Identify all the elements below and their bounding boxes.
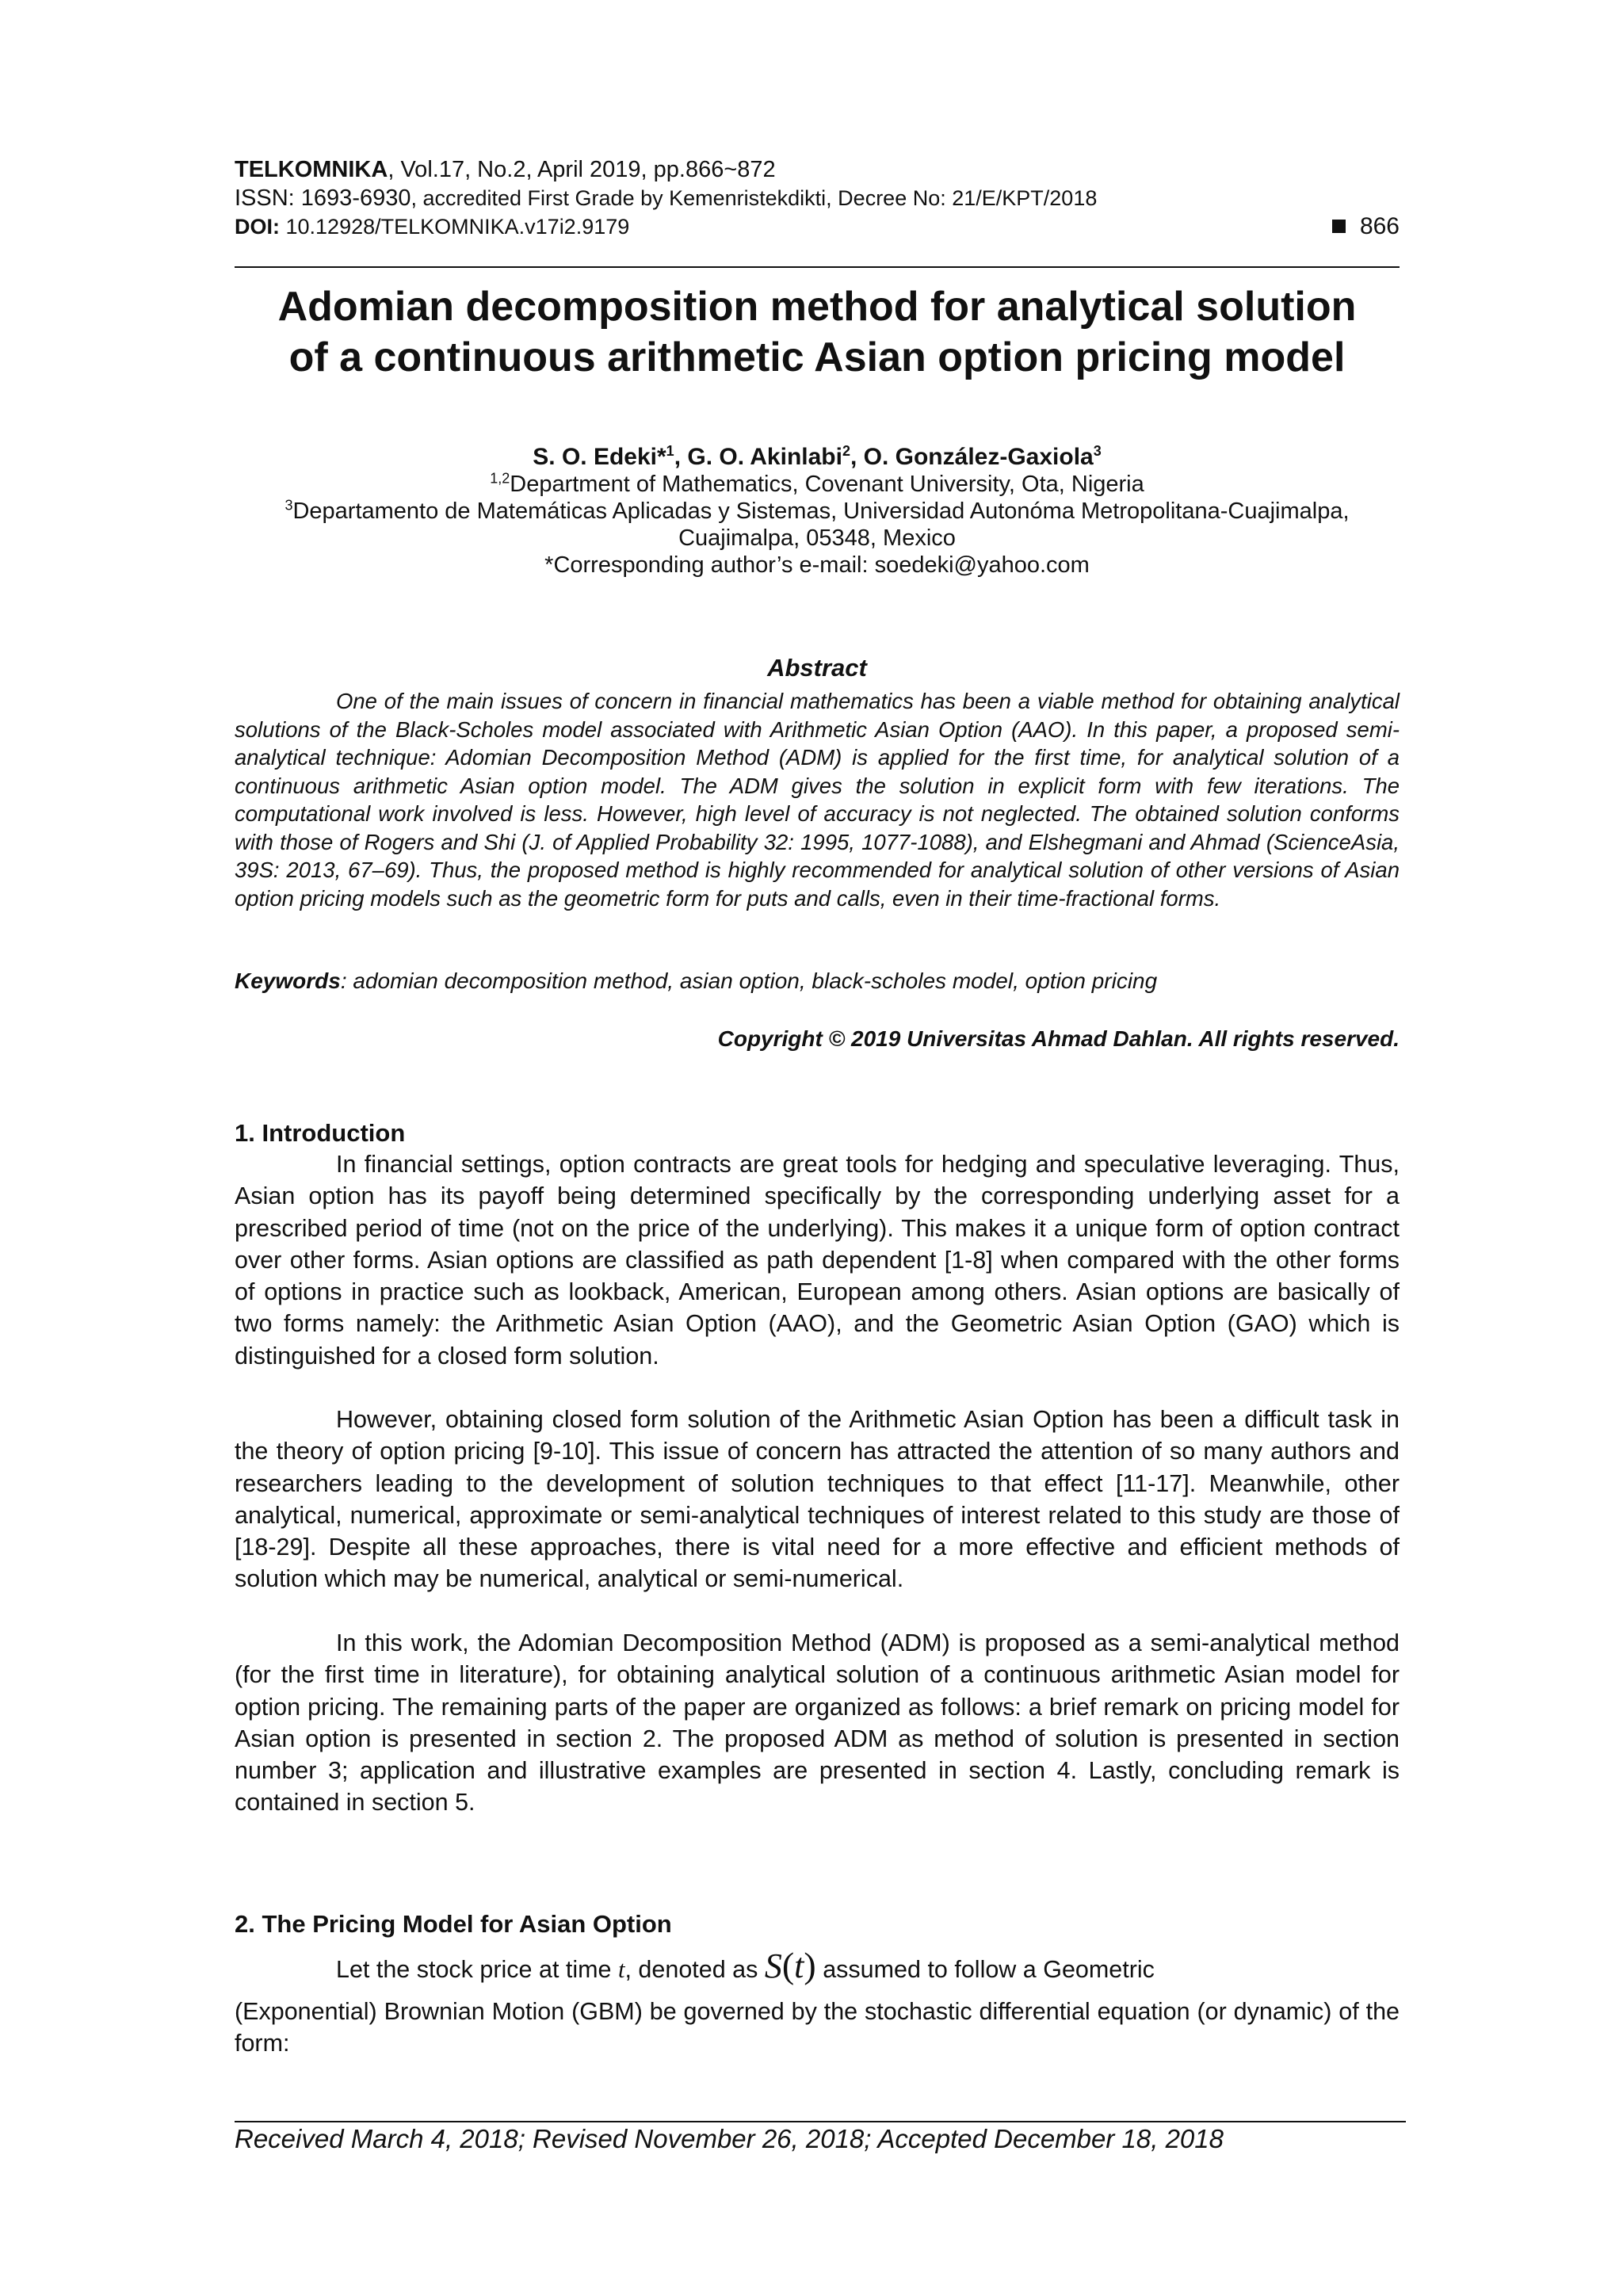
- section-1-paragraph-3: In this work, the Adomian Decomposition Method (ADM) is proposed as a semi-analytical method (for the first time in literature), for obtaining analytical solution of a continuous arithmetic Asian model for option pricing. The remaining parts of the paper are organized as follows: a brief remark on pricing model for Asian option is presented in section 2. The proposed ADM as method of solution is presented in section number 3; application and illustrative examples are presented in section 4. Lastly, concluding remark is contained in section 5.: [235, 1629, 1400, 1817]
- page-number: [1332, 212, 1400, 241]
- corresponding-email: *Corresponding author’s e-mail: soedeki@yahoo.com: [544, 552, 1090, 578]
- section-2-paragraph-1: [235, 1943, 1400, 1992]
- page-number-value: 866: [1359, 213, 1400, 239]
- paper-title: [235, 281, 1400, 383]
- author-2-sup: 2: [842, 443, 850, 459]
- abstract-text: One of the main issues of concern in financial mathematics has been a viable method for obtaining analytical solutions of the Black-Scholes model associated with Arithmetic Asian Option (AAO). In this paper, a proposed semi-analytical technique: Adomian Decomposition Method (ADM) is applied for the first time, for analytical solution of a continuous arithmetic Asian option model. The ADM gives the solution in explicit form with few iterations. The computational work involved is less. However, high level of accuracy is not neglected. The obtained solution conforms with those of Rogers and Shi (J. of Applied Probability 32: 1995, 1077-1088), and Elshegmani and Ahmad (ScienceAsia, 39S: 2013, 67–69). Thus, the proposed method is highly recommended for analytical solution of other versions of Asian option pricing models such as the geometric form for puts and calls, even in their time-fractional forms.: [235, 689, 1400, 911]
- abstract-heading: Abstract: [767, 654, 867, 682]
- journal-volume: , Vol.17, No.2, April 2019, pp.866~872: [388, 157, 776, 182]
- doi-line: [235, 212, 1400, 241]
- issn-line: [235, 184, 1400, 212]
- math-t: t: [618, 1956, 625, 1983]
- title-line-2: of a continuous arithmetic Asian option pricing model: [288, 334, 1346, 380]
- affiliation-1-sup: 1,2: [490, 470, 510, 487]
- doi-label: DOI:: [235, 215, 280, 239]
- author-2: , G. O. Akinlabi: [674, 444, 842, 470]
- affiliation-2: [235, 498, 1400, 525]
- header-rule: [235, 266, 1400, 268]
- math-S: S: [764, 1946, 782, 1985]
- affiliation-2-sup: 3: [285, 497, 293, 514]
- section-1-heading: 1. Introduction: [235, 1119, 406, 1147]
- math-lparen: (: [781, 1945, 795, 1985]
- journal-name: TELKOMNIKA: [235, 157, 388, 182]
- s2-text-a: Let the stock price at time: [336, 1956, 618, 1983]
- title-line-1: Adomian decomposition method for analytical solution: [277, 284, 1357, 330]
- section-2-heading: 2. The Pricing Model for Asian Option: [235, 1910, 672, 1938]
- author-3-sup: 3: [1093, 443, 1102, 459]
- section-1-paragraph-2: However, obtaining closed form solution of the Arithmetic Asian Option has been a difficult task in the theory of option pricing [9-10]. This issue of concern has attracted the attention of so many authors and researchers leading to the development of solution techniques to that effect [11-17]. Meanwhile, other analytical, numerical, approximate or semi-analytical techniques of interest related to this study are those of [18-29]. Despite all these approaches, there is vital need for a more effective and efficient methods of solution which may be numerical, analytical or semi-numerical.: [235, 1406, 1400, 1593]
- keywords-text: : adomian decomposition method, asian option, black-scholes model, option pricing: [340, 968, 1158, 993]
- doi-value: 10.12928/TELKOMNIKA.v17i2.9179: [280, 215, 630, 239]
- affiliation-1: [235, 471, 1400, 498]
- s2-text-b: , denoted as: [624, 1956, 765, 1983]
- author-1: S. O. Edeki*: [533, 444, 666, 470]
- math-rparen: ): [804, 1945, 816, 1985]
- affiliation-2-cont: Cuajimalpa, 05348, Mexico: [678, 525, 956, 551]
- received-dates: Received March 4, 2018; Revised November 26, 2018; Accepted December 18, 2018: [235, 2124, 1224, 2153]
- affiliation-2-text: Departamento de Matemáticas Aplicadas y Sistemas, Universidad Autonóma Metropolitana-Cuajimalpa,: [292, 499, 1350, 524]
- journal-line: [235, 155, 1400, 184]
- author-names: [235, 444, 1400, 471]
- keywords: [235, 968, 1400, 994]
- author-1-sup: 1: [666, 443, 674, 459]
- math-t-arg: t: [794, 1946, 804, 1985]
- section-1-paragraph-1: In financial settings, option contracts are great tools for hedging and speculative leveraging. Thus, Asian option has its payoff being determined specifically by the corresponding underlying asset for a prescribed period of time (not on the price of the underlying). This makes it a unique form of option contract over other forms. Asian options are classified as path dependent [1-8] when compared with the other forms of options in practice such as lookback, American, European among others. Asian options are basically of two forms namely: the Arithmetic Asian Option (AAO), and the Geometric Asian Option (GAO) which is distinguished for a closed form solution.: [235, 1151, 1400, 1370]
- keywords-label: Keywords: [235, 968, 341, 993]
- authors-block: [235, 444, 1400, 579]
- journal-header: [235, 155, 1400, 241]
- section-2-paragraph-1-cont: (Exponential) Brownian Motion (GBM) be governed by the stochastic differential equation (or dynamic) of the form:: [235, 1998, 1400, 2057]
- copyright: Copyright © 2019 Universitas Ahmad Dahlan. All rights reserved.: [717, 1026, 1400, 1051]
- affiliation-1-text: Department of Mathematics, Covenant University, Ota, Nigeria: [510, 472, 1144, 497]
- s2-text-c: assumed to follow a Geometric: [815, 1956, 1155, 1983]
- accreditation: , accredited First Grade by Kemenristekdikti, Decree No: 21/E/KPT/2018: [411, 186, 1098, 210]
- footer-rule: [235, 2121, 1406, 2122]
- issn: ISSN: 1693-6930: [235, 185, 411, 211]
- square-bullet-icon: [1332, 220, 1346, 233]
- author-3: , O. González-Gaxiola: [850, 444, 1094, 470]
